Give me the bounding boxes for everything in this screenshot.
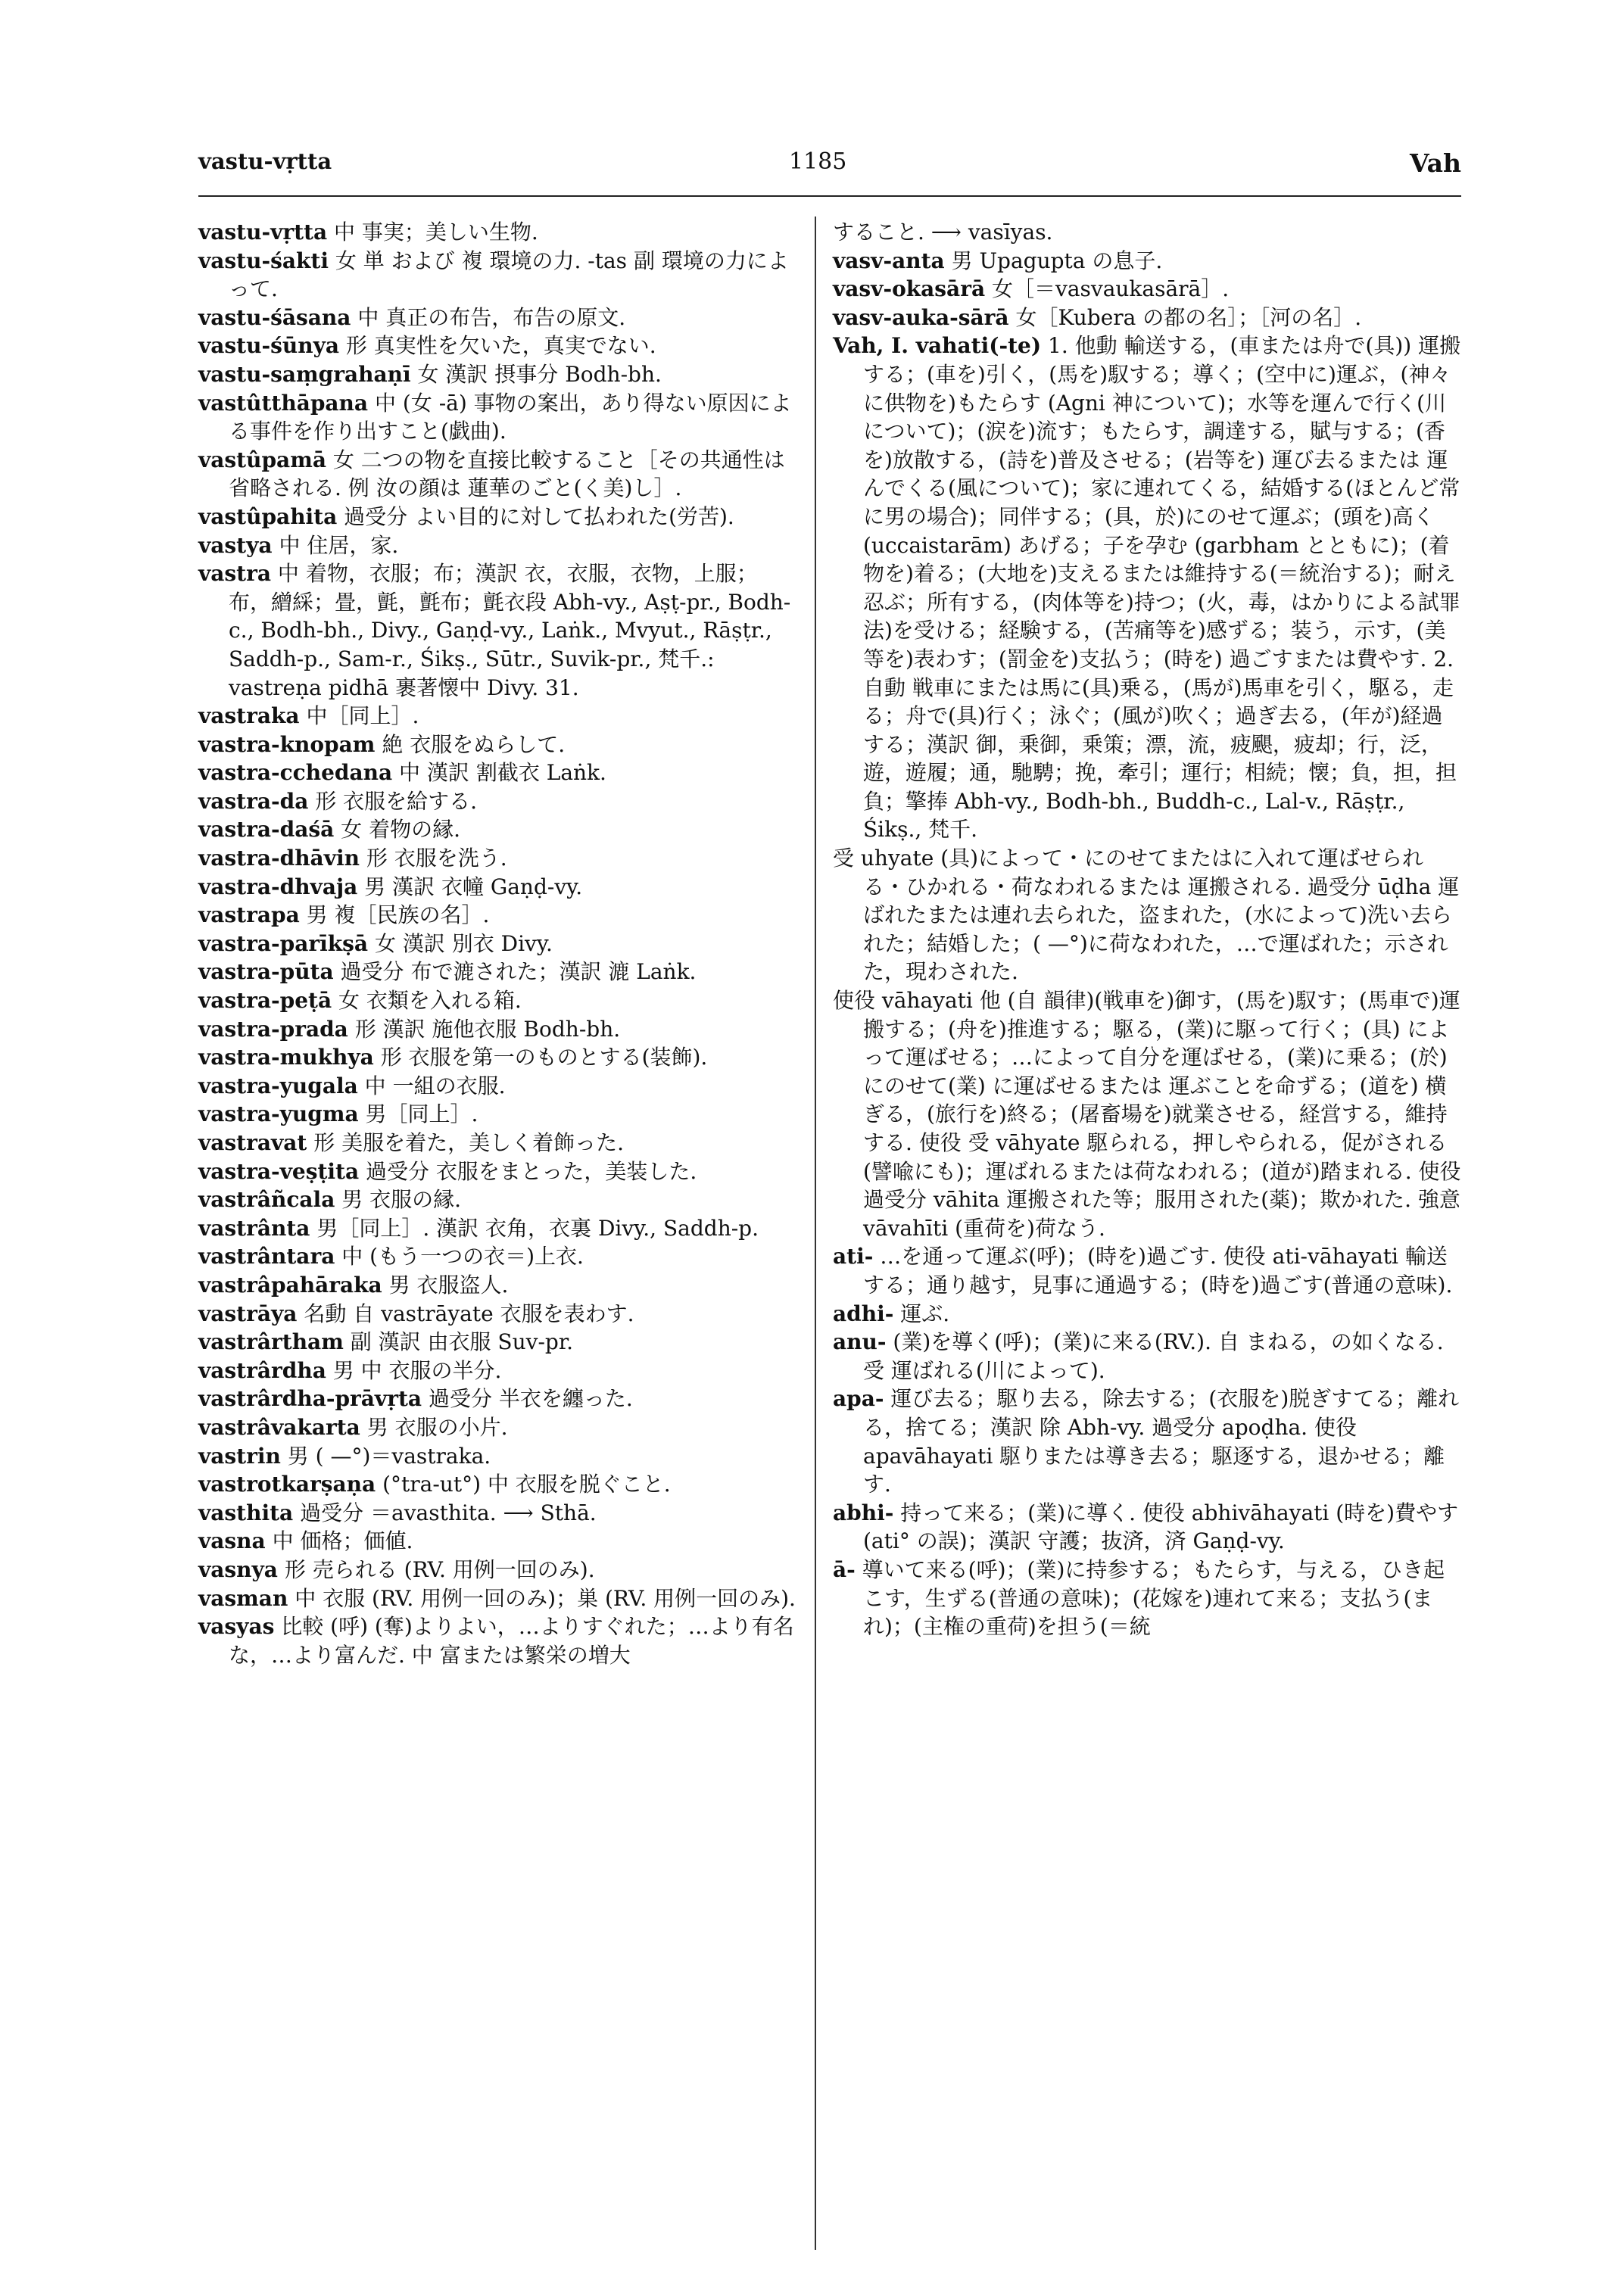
dictionary-entry: [198, 531, 798, 560]
entry-definition: 形 漢訳 施他衣服 Bodh-bh.: [354, 1016, 621, 1042]
dictionary-entry: [198, 1385, 798, 1413]
entry-definition: 使役 vāhayati 他 (自 韻律)(戦車を)御す，(馬を)馭す；(馬車で)運搬する；(舟を)推進する；駆る，(業)に駆って行く；(具) によって運ばせる；…によって自分を運ばせる，(業)に乗る；(於)にのせて(業) に運ばせるまたは 運ぶことを命ずる；(道を) 横ぎる，(旅行を)終る；(屠畜場を)就業させる，経営する，維持する. 使役 受 vāhyate 駆られる，押しやられる，促がされる(譬喩にも)；運ばれるまたは荷なわれる；(道が)踏まれる. 使役 過受分 vāhita 運搬された等；服用された(薬)；欺かれた. 強意 vāvahīti (重荷を)荷なう.: [833, 988, 1461, 1241]
entry-headword: vasv-anta: [833, 248, 945, 273]
dictionary-entry: [198, 503, 798, 531]
entry-headword: vasna: [198, 1528, 266, 1554]
dictionary-entry: [198, 1584, 798, 1613]
entry-definition: 女 二つの物を直接比較すること［その共通性は省略される. 例 汝の顔は 蓮華のごと(く美)し］.: [229, 447, 785, 501]
running-head-right: Vah: [1410, 148, 1461, 178]
dictionary-entry: [198, 559, 798, 702]
entry-headword: adhi-: [833, 1301, 894, 1326]
entry-definition: 運び去る；駆り去る，除去する；(衣服を)脱ぎすてる；離れる，捨てる；漢訳 除 Abh-vy. 過受分 apoḍha. 使役 apavāhayati 駆りまたは導き去る；駆逐する，退かせる；離す.: [863, 1386, 1460, 1497]
entry-headword: vastu-śakti: [198, 248, 329, 273]
entry-definition: 形 衣服を洗う.: [366, 846, 507, 871]
entry-headword: vastrin: [198, 1443, 281, 1469]
entry-headword: vastrânta: [198, 1215, 310, 1241]
dictionary-entry: [833, 1328, 1461, 1385]
entry-definition: 男 漢訳 衣幢 Gaṇḍ-vy.: [364, 874, 583, 899]
dictionary-entry: [198, 1100, 798, 1129]
dictionary-entry: [198, 389, 798, 446]
entry-headword: ati-: [833, 1244, 874, 1270]
entry-definition: 女［＝vasvaukasārā］.: [992, 276, 1230, 302]
dictionary-entry: [833, 1556, 1461, 1641]
entry-headword: Vah, I. vahati(-te): [833, 333, 1042, 359]
entry-headword: vastrâvakarta: [198, 1414, 360, 1440]
entry-headword: vastra-yugala: [198, 1073, 358, 1098]
entry-headword: vastra-dhāvin: [198, 846, 360, 871]
entry-definition: 中 漢訳 割截衣 Laṅk.: [399, 760, 606, 786]
entry-definition: 男 複［民族の名］.: [306, 902, 490, 928]
dictionary-entry: [833, 247, 1461, 276]
entry-headword: vastravat: [198, 1130, 307, 1155]
dictionary-entry: [198, 1015, 798, 1044]
dictionary-entry: [198, 360, 798, 389]
dictionary-entry: [198, 844, 798, 873]
dictionary-entry: [198, 731, 798, 759]
entry-headword: vastrâñcala: [198, 1187, 335, 1213]
entry-headword: vastûpamā: [198, 447, 326, 472]
dictionary-entry: [198, 1072, 798, 1101]
entry-definition: 形 美服を着た，美しく着飾った.: [313, 1130, 625, 1155]
entry-definition: 男［同上］. 漢訳 衣角，衣裏 Divy., Saddh-p.: [316, 1215, 759, 1241]
entry-headword: vastra-yugma: [198, 1101, 359, 1127]
entry-definition: 副 漢訳 由衣服 Suv-pr.: [350, 1329, 574, 1355]
entry-headword: vasyas: [198, 1614, 275, 1640]
entry-definition: 過受分 布で漉された；漢訳 漉 Laṅk.: [340, 959, 697, 985]
dictionary-entry: [198, 446, 798, 503]
dictionary-entry: [833, 1499, 1461, 1556]
entry-headword: vastra-prada: [198, 1016, 348, 1042]
entry-headword: vastra-mukhya: [198, 1045, 374, 1070]
entry-definition: 中 (女 -ā) 事物の案出，あり得ない原因による事件を作り出すこと(戯曲).: [229, 390, 792, 444]
entry-headword: vasnya: [198, 1556, 278, 1582]
entry-headword: vastra-pūta: [198, 959, 334, 985]
dictionary-entry: [198, 1271, 798, 1300]
dictionary-entry: [833, 332, 1461, 844]
entry-definition: 男［同上］.: [365, 1101, 478, 1127]
dictionary-entry: [198, 1185, 798, 1214]
entry-headword: vastûtthāpana: [198, 390, 369, 416]
entry-headword: vastrâpahāraka: [198, 1272, 382, 1298]
entry-headword: vastra-daśā: [198, 817, 335, 843]
entry-definition: (業)を導く(呼)；(業)に来る(RV.). 自 まねる，の如くなる. 受 運ばれる(川によって).: [863, 1329, 1444, 1383]
column-divider: [815, 217, 816, 2250]
dictionary-entry: [198, 247, 798, 304]
entry-definition: (°tra-ut°) 中 衣服を脱ぐこと.: [382, 1472, 671, 1497]
entry-headword: vastrântara: [198, 1244, 335, 1270]
entry-definition: 形 衣服を給する.: [315, 788, 478, 814]
dictionary-entry: [198, 1214, 798, 1243]
entry-headword: vastra-dhvaja: [198, 874, 358, 899]
entry-definition: 女 着物の縁.: [341, 817, 460, 843]
header-rule: [198, 195, 1461, 197]
entry-headword: vastra: [198, 561, 272, 587]
entry-definition: 過受分 半衣を纏った.: [428, 1386, 633, 1412]
entry-headword: vastra-knopam: [198, 731, 376, 757]
dictionary-entry: [198, 1413, 798, 1442]
entry-headword: vasthita: [198, 1500, 294, 1525]
dictionary-entry: [198, 787, 798, 816]
right-column: [833, 218, 1461, 1641]
entry-headword: vasv-auka-sārā: [833, 304, 1009, 330]
entry-definition: 中 (もう一つの衣＝)上衣.: [341, 1244, 584, 1270]
entry-headword: vastra-cchedana: [198, 760, 393, 786]
entry-definition: 男 Upagupta の息子.: [951, 248, 1163, 273]
entry-headword: vastrârdha: [198, 1357, 326, 1383]
entry-definition: 導いて来る(呼)；(業)に持参する；もたらす，与える，ひき起こす，生ずる(普通の意味)；(花嫁を)連れて来る；支払う(まれ)；(主権の重荷)を担う(＝統: [862, 1556, 1445, 1640]
entry-definition: 女［Kubera の都の名］；［河の名］.: [1015, 304, 1362, 330]
entry-definition: 中 住居，家.: [279, 532, 399, 558]
entry-definition: 中 一組の衣服.: [364, 1073, 506, 1098]
dictionary-entry: [198, 1527, 798, 1556]
entry-headword: vastra-da: [198, 788, 309, 814]
entry-headword: vastra-peṭā: [198, 988, 332, 1014]
page-header: [198, 148, 1461, 182]
entry-headword: vastrârdha-prāvṛta: [198, 1386, 422, 1412]
entry-definition: 中 事実；美しい生物.: [334, 220, 538, 245]
entry-definition: 形 売られる (RV. 用例一回のみ).: [284, 1556, 595, 1582]
entry-headword: vastya: [198, 532, 273, 558]
dictionary-entry: [833, 986, 1461, 1242]
entry-definition: すること. ⟶ vasīyas.: [833, 220, 1053, 245]
entry-definition: 男 中 衣服の半分.: [332, 1357, 502, 1383]
entry-headword: anu-: [833, 1329, 887, 1355]
dictionary-entry: [833, 218, 1461, 247]
dictionary-entry: [198, 1357, 798, 1385]
dictionary-entry: [198, 1499, 798, 1528]
entry-definition: 形 真実性を欠いた，真実でない.: [345, 333, 656, 359]
entry-definition: 中 着物，衣服；布；漢訳 衣，衣服，衣物，上服；布，繒綵；畳，氈，氈布；氈衣段 Abh-vy., Aṣṭ-pr., Bodh-c., Bodh-bh., Divy., Gaṇḍ-vy., Laṅk., Mvyut., Rāṣṭr., Saddh-p., Sam-r., Śikṣ., Sūtr., Suvik-pr., 梵千.: vastreṇa pidhā 裹著懐中 Divy. 31.: [229, 561, 791, 700]
entry-headword: vastu-saṃgrahaṇī: [198, 361, 411, 387]
entry-definition: 中 衣服 (RV. 用例一回のみ)；巣 (RV. 用例一回のみ).: [295, 1585, 796, 1611]
entry-definition: 女 単 および 複 環境の力. -tas 副 環境の力によって.: [229, 248, 789, 302]
entry-definition: …を通って運ぶ(呼)；(時を)過ごす. 使役 ati-vāhayati 輸送する；通り越す，見事に通過する；(時を)過ごす(普通の意味).: [863, 1244, 1453, 1298]
dictionary-entry: [833, 844, 1461, 986]
dictionary-entry: [198, 759, 798, 787]
dictionary-entry: [198, 958, 798, 986]
entry-definition: 男 ( —°)＝vastraka.: [287, 1443, 491, 1469]
dictionary-entry: [198, 901, 798, 930]
entry-headword: vastra-veṣṭita: [198, 1158, 360, 1184]
dictionary-entry: [833, 275, 1461, 304]
entry-headword: vasman: [198, 1585, 288, 1611]
entry-definition: 中［同上］.: [306, 703, 419, 729]
entry-definition: 男 衣服の小片.: [366, 1414, 508, 1440]
entry-definition: 持って来る；(業)に導く. 使役 abhivāhayati (時を)費やす (ati° の誤)；漢訳 守護；抜済，済 Gaṇḍ-vy.: [863, 1500, 1459, 1554]
entry-definition: 過受分 ＝avasthita. ⟶ Sthā.: [300, 1500, 597, 1525]
dictionary-entry: [198, 1157, 798, 1186]
dictionary-entry: [833, 1242, 1461, 1299]
entry-headword: ā-: [833, 1556, 856, 1582]
entry-headword: vastûpahita: [198, 503, 338, 529]
left-column: [198, 218, 798, 1669]
dictionary-entry: [198, 1328, 798, 1357]
dictionary-entry: [198, 1442, 798, 1471]
entry-definition: 男 衣服盗人.: [388, 1272, 509, 1298]
entry-definition: 形 衣服を第一のものとする(装飾).: [380, 1045, 708, 1070]
entry-definition: 男 衣服の縁.: [341, 1187, 462, 1213]
entry-definition: 中 真正の布告，布告の原文.: [357, 304, 626, 330]
entry-definition: 女 漢訳 別衣 Divy.: [374, 930, 553, 956]
dictionary-entry: [198, 986, 798, 1015]
dictionary-entry: [198, 304, 798, 332]
entry-definition: 女 漢訳 摂事分 Bodh-bh.: [417, 361, 662, 387]
dictionary-entry: [198, 1300, 798, 1329]
entry-definition: 女 衣類を入れる箱.: [338, 988, 522, 1014]
entry-definition: 絶 衣服をぬらして.: [382, 731, 566, 757]
dictionary-entry: [198, 1242, 798, 1271]
entry-headword: vastrotkarṣaṇa: [198, 1472, 376, 1497]
dictionary-entry: [198, 1612, 798, 1669]
entry-headword: vastrârtham: [198, 1329, 344, 1355]
entry-definition: 過受分 衣服をまとった，美装した.: [366, 1158, 697, 1184]
dictionary-entry: [198, 930, 798, 958]
dictionary-entry: [833, 1300, 1461, 1329]
dictionary-entry: [198, 1043, 798, 1072]
entry-headword: vastrapa: [198, 902, 300, 928]
entry-definition: 名動 自 vastrāyate 衣服を表わす.: [304, 1301, 634, 1326]
entry-headword: vastraka: [198, 703, 300, 729]
entry-headword: vastra-parīkṣā: [198, 930, 369, 956]
dictionary-entry: [833, 304, 1461, 332]
entry-headword: abhi-: [833, 1500, 894, 1525]
entry-headword: vasv-okasārā: [833, 276, 986, 302]
entry-headword: vastrāya: [198, 1301, 298, 1326]
entry-definition: 比較 (呼) (奪)よりよい，…よりすぐれた；…より有名な，…より富んだ. 中 富または繁栄の増大: [229, 1614, 794, 1668]
dictionary-entry: [198, 702, 798, 731]
entry-headword: vastu-śūnya: [198, 333, 339, 359]
dictionary-entry: [833, 1385, 1461, 1498]
dictionary-entry: [198, 332, 798, 360]
entry-headword: apa-: [833, 1386, 884, 1412]
entry-definition: 1. 他動 輸送する，(車または舟で(具)) 運搬する；(車を)引く，(馬を)馭する；導く；(空中に)運ぶ，(神々に供物を)もたらす (Agni 神について)；水等を運んで行く(川について)；(涙を)流す；もたらす，調達する，賦与する；(香を)放散する，(詩を)普及させる；(岩等を) 運び去るまたは 運んでくる(風について)；家に連れてくる，結婚する(ほとんど常に男の場合)；同伴する；(具，於)にのせて運ぶ；(頭を)高く (uccaistarām) あげる；子を孕む (garbham とともに)；(着物を)着る；(大地を)支えるまたは維持する(＝統治する)；耐え忍ぶ；所有する，(肉体等を)持つ；(火，毒，はかりによる試罪法)を受ける；経験する，(苦痛等を)感ずる；装う，示す，(美等を)表わす；(罰金を)支払う；(時を) 過ごすまたは費やす. 2. 自動 戦車にまたは馬に(具)乗る，(馬が)馬車を引く，駆る，走る；舟で(具)行く；泳ぐ；(風が)吹く；過ぎ去る，(年が)経過する；漢訳 御，乗御，乗策；漂，流，疲颶，疲却；行，泛，遊，遊履；通，馳騁；挽，牽引；運行；相続；懐；負，担，担負；擎捧 Abh-vy., Bodh-bh., Buddh-c., Lal-v., Rāṣṭr., Śikṣ., 梵千.: [863, 333, 1461, 843]
running-head-left: vastu-vṛtta: [198, 148, 332, 174]
entry-headword: vastu-vṛtta: [198, 220, 328, 245]
entry-definition: 過受分 よい目的に対して払われた(労苦).: [344, 503, 734, 529]
dictionary-entry: [198, 873, 798, 902]
dictionary-entry: [198, 1556, 798, 1584]
dictionary-entry: [198, 815, 798, 844]
dictionary-entry: [198, 1470, 798, 1499]
dictionary-entry: [198, 218, 798, 247]
page-number: 1185: [789, 148, 847, 175]
entry-headword: vastu-śāsana: [198, 304, 351, 330]
entry-definition: 運ぶ.: [900, 1301, 950, 1326]
entry-definition: 受 uhyate (具)によって・にのせてまたはに入れて運ばせられる・ひかれる・荷なわれるまたは 運搬される. 過受分 ūḍha 運ばれたまたは連れ去られた，盗まれた，(水によって)洗い去られた；結婚した；( —°)に荷なわれた，…で運ばれた；示された，現わされた.: [833, 846, 1460, 985]
entry-definition: 中 価格；価値.: [272, 1528, 413, 1554]
dictionary-entry: [198, 1129, 798, 1157]
